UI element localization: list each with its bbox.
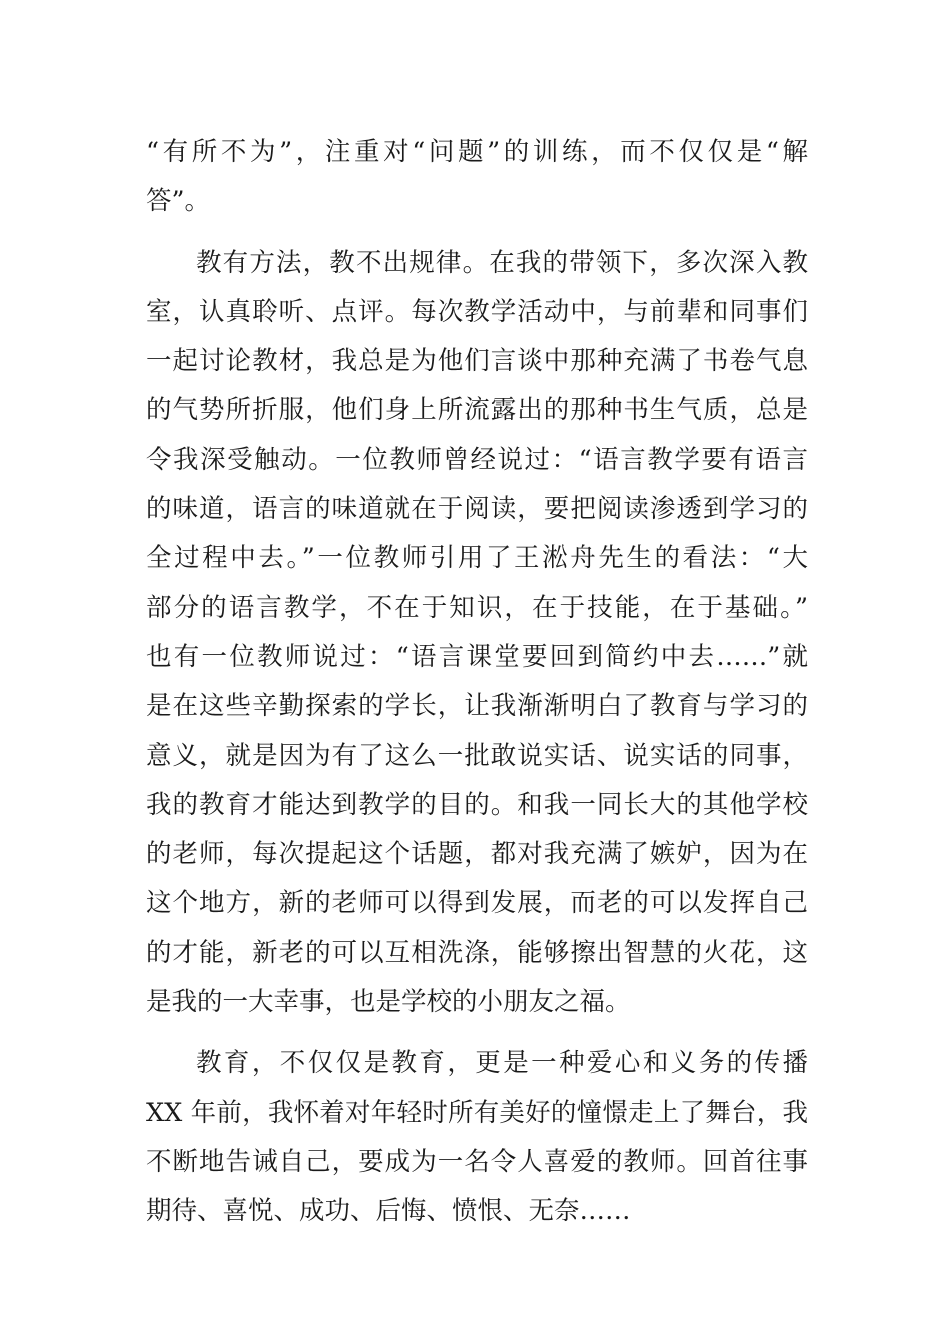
text-line: 我的教育才能达到教学的目的。和我一同长大的其他学校 bbox=[146, 789, 808, 820]
document-body bbox=[146, 128, 808, 1237]
text-line: 也有一位教师说过：“语言课堂要回到简约中去……”就 bbox=[146, 641, 808, 672]
paragraph-gap bbox=[146, 227, 808, 239]
paragraph-3 bbox=[146, 1039, 808, 1236]
text-line: 不断地告诫自己，要成为一名令人喜爱的教师。回首往事 bbox=[146, 1146, 808, 1177]
text-line: 是我的一大幸事，也是学校的小朋友之福。 bbox=[146, 987, 631, 1018]
text-line: 室，认真聆听、点评。每次教学活动中，与前辈和同事们 bbox=[146, 296, 808, 327]
text-line: 期待、喜悦、成功、后悔、愤恨、无奈…… bbox=[146, 1196, 631, 1227]
paragraph-1 bbox=[146, 128, 808, 227]
text-line: 意义，就是因为有了这么一批敢说实话、说实话的同事， bbox=[146, 740, 808, 771]
text-line: 的气势所折服，他们身上所流露出的那种书生气质，总是 bbox=[146, 395, 808, 426]
text-line: 的味道，语言的味道就在于阅读，要把阅读渗透到学习的 bbox=[146, 494, 808, 525]
text-line: 部分的语言教学，不在于知识，在于技能，在于基础。” bbox=[146, 592, 808, 623]
text-line: 全过程中去。”一位教师引用了王淞舟先生的看法：“大 bbox=[146, 543, 808, 574]
text-line: 教育，不仅仅是教育，更是一种爱心和义务的传播 bbox=[196, 1048, 808, 1079]
text-line: 的老师，每次提起这个话题，都对我充满了嫉妒，因为在 bbox=[146, 839, 808, 870]
paragraph-2 bbox=[146, 239, 808, 1028]
text-line: “有所不为”，注重对“问题”的训练，而不仅仅是“解 bbox=[146, 137, 808, 167]
text-line: 一起讨论教材，我总是为他们言谈中那种充满了书卷气息 bbox=[146, 346, 808, 377]
text-line: 这个地方，新的老师可以得到发展，而老的可以发挥自己 bbox=[146, 888, 808, 919]
text-line: 是在这些辛勤探索的学长，让我渐渐明白了教育与学习的 bbox=[146, 691, 808, 722]
text-line: 教有方法，教不出规律。在我的带领下，多次深入教 bbox=[196, 247, 808, 278]
text-line: XX 年前，我怀着对年轻时所有美好的憧憬走上了舞台，我 bbox=[146, 1097, 808, 1128]
paragraph-gap bbox=[146, 1027, 808, 1039]
text-line: 答”。 bbox=[146, 186, 211, 217]
text-line: 的才能，新老的可以互相洗涤，能够擦出智慧的火花，这 bbox=[146, 937, 808, 968]
text-line: 令我深受触动。一位教师曾经说过：“语言教学要有语言 bbox=[146, 444, 808, 475]
